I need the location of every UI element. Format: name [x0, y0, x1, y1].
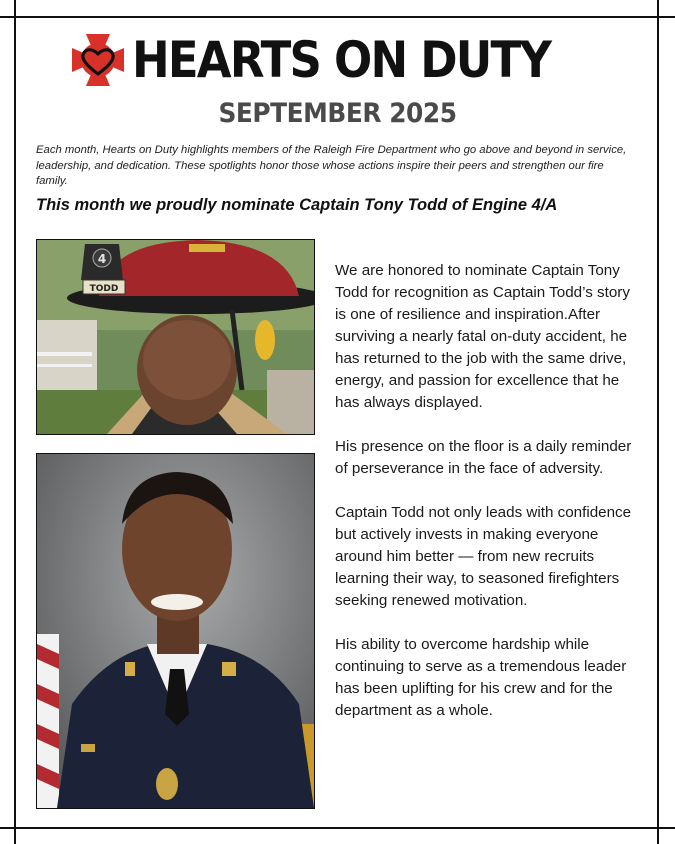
left-rule	[14, 0, 16, 844]
helmet-photo	[36, 239, 315, 435]
article-paragraph: Captain Todd not only leads with confidence but actively invests in making everyone around him better — from new recruits learning their way, to seasoned firefighters seeking renewed motivation.	[335, 504, 632, 609]
newsletter-title: HEARTS ON DUTY	[132, 31, 551, 89]
portrait-photo	[36, 453, 315, 809]
intro-paragraph: Each month, Hearts on Duty highlights members of the Raleigh Fire Department who go above and beyond in service, leadership, and dedication. These spotlights honor those whose actions inspire their peers and strengthen our fire family.	[36, 144, 627, 187]
masthead	[66, 28, 586, 92]
article-paragraph: We are honored to nominate Captain Tony Todd for recognition as Captain Todd’s story is one of resilience and inspiration.After surviving a nearly fatal on-duty accident, he has returned to the job with the same drive, energy, and passion for excellence that he has always displayed.	[335, 262, 630, 411]
helmet-name-tag: TODD	[89, 284, 119, 294]
article-body	[335, 260, 640, 744]
issue-date: SEPTEMBER 2025	[218, 98, 457, 129]
right-rule	[657, 0, 659, 844]
maltese-cross-heart-icon	[66, 28, 130, 92]
helmet-shield-number: 4	[97, 252, 107, 266]
article-paragraph: His presence on the floor is a daily reminder of perseverance in the face of adversity.	[335, 438, 632, 477]
article-paragraph: His ability to overcome hardship while continuing to serve as a tremendous leader has been uplifting for his crew and for the department as a whole.	[335, 636, 627, 719]
top-rule	[0, 16, 675, 18]
bottom-rule	[0, 827, 675, 829]
nominee-headline: This month we proudly nominate Captain Tony Todd of Engine 4/A	[36, 196, 558, 214]
